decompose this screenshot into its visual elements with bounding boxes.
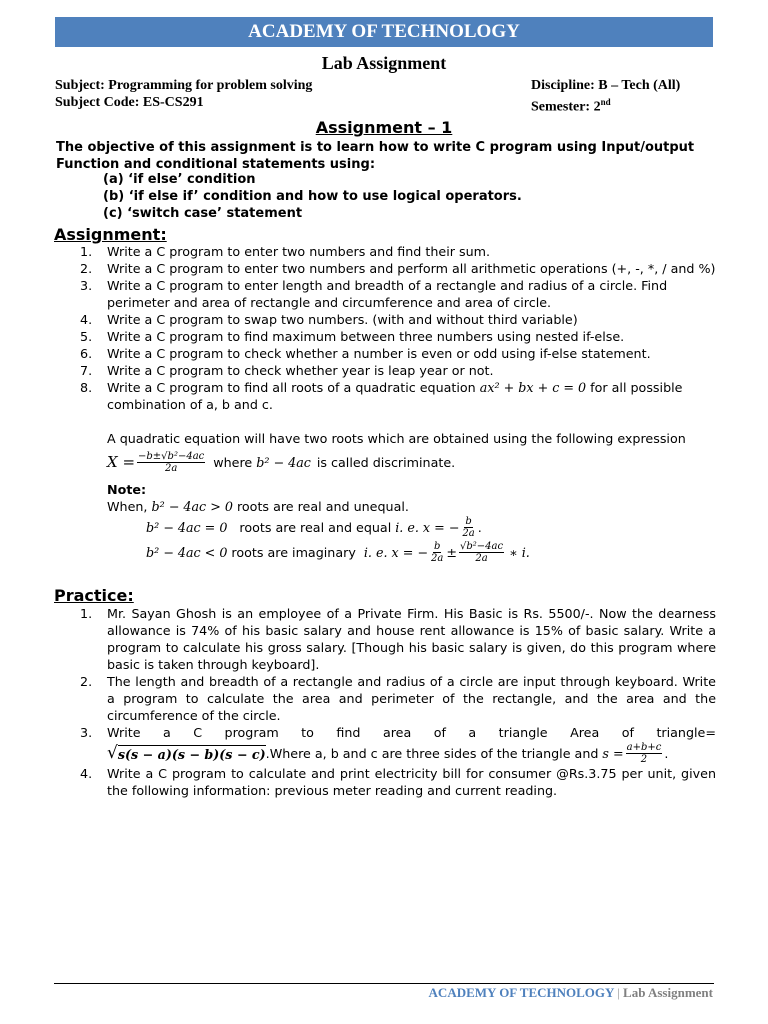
list-item: 7. Write a C program to check whether year is leap year or not. — [80, 363, 494, 378]
footer: ACADEMY OF TECHNOLOGY | Lab Assignment — [428, 985, 713, 1000]
practice-section-title: Practice: — [54, 586, 134, 605]
condition-2: b² − 4ac = 0 roots are real and equal i. e. x = − $\frac{b}{2a}$ . — [146, 516, 482, 539]
heron-formula: s(s − a)(s − b)(s − c) — [117, 746, 266, 762]
list-item-8: 8. Write a C program to find all roots of a quadratic equation ax² + bx + c = 0 for all possible combination of a, b and c. — [80, 380, 683, 412]
quadratic-equation: ax² + bx + c = 0 — [479, 380, 587, 395]
condition-1: When, b² − 4ac > 0 roots are real and unequal. — [107, 499, 409, 514]
assignment-list — [80, 243, 716, 413]
footer-divider — [54, 983, 714, 984]
list-item-3: 3. Write a C program to find area of a triangle Area of triangle= √ s(s − a)(s − b)(s − c) .Where a, b and c are three sides of the triangle and s = $\frac{a+b+c}{2}$ . — [80, 725, 716, 765]
semester: Semester: 2nd — [531, 97, 611, 115]
lab-title: Lab Assignment — [321, 53, 447, 73]
discipline: Discipline: B – Tech (All) — [531, 78, 681, 93]
list-item: 3. Write a C program to enter length and breadth of a rectangle and radius of a circle. Find perimeter and area of rectangle and circumference and area of circle. — [80, 278, 668, 310]
list-item: 4. Write a C program to swap two numbers. (with and without third variable) — [80, 312, 578, 327]
assignment-heading: Assignment – 1 — [315, 118, 453, 137]
formula-fraction: $\frac{\text{−b±√b²−4ac}}{2a}$ — [138, 451, 205, 474]
list-item: 4. Write a C program to calculate and print electricity bill for consumer @Rs.3.75 per unit, given the following information: previous meter reading and current reading. — [80, 766, 716, 798]
condition-3: b² − 4ac < 0 roots are imaginary i. e. x = − $\frac{b}{2a}$ ± $\frac{\text{√b²−4ac}}{2a}$ ∗ i. — [146, 541, 530, 564]
list-item: 5. Write a C program to find maximum between three numbers using nested if-else. — [80, 329, 625, 344]
list-item: 2. Write a C program to enter two numbers and perform all arithmetic operations (+, -, *, / and %) — [80, 261, 716, 276]
list-item: 1. Write a C program to enter two numbers and find their sum. — [80, 244, 491, 259]
list-item: 2. The length and breadth of a rectangle and radius of a circle are input through keyboard. Write a program to calculate the area and perimeter of the rectangle, and the area and the circumference of the circle. — [80, 674, 716, 723]
objective-item-a: (a) ‘if else’ condition — [103, 172, 256, 187]
header-banner: ACADEMY OF TECHNOLOGY — [55, 17, 713, 47]
subject: Subject: Programming for problem solving — [55, 78, 313, 93]
roots-formula: X = $\frac{\text{−b±√b²−4ac}}{2a}$ where b² − 4ac is called discriminate. — [107, 451, 456, 474]
expression-intro: A quadratic equation will have two roots which are obtained using the following expression — [107, 431, 686, 446]
objective-item-c: (c) ‘switch case’ statement — [103, 206, 303, 221]
subject-code: Subject Code: ES-CS291 — [55, 95, 204, 110]
objective-item-b: (b) ‘if else if’ condition and how to use logical operators. — [103, 189, 522, 204]
list-item: 6. Write a C program to check whether a number is even or odd using if-else statement. — [80, 346, 651, 361]
list-item: 1. Mr. Sayan Ghosh is an employee of a Private Firm. His Basic is Rs. 5500/-. Now the dearness allowance is 74% of his basic salary and house rent allowance is 15% of basic salary. Write a program to calculate his gross salary. [Though his basic salary is given, do this program where basic is taken through keyboard]. — [80, 606, 716, 672]
objective-text: The objective of this assignment is to learn how to write C program using Input/output Function and conditional statements using: — [56, 140, 695, 172]
note-label: Note: — [107, 482, 147, 497]
assignment-section-title: Assignment: — [54, 225, 167, 244]
practice-list — [80, 605, 716, 799]
